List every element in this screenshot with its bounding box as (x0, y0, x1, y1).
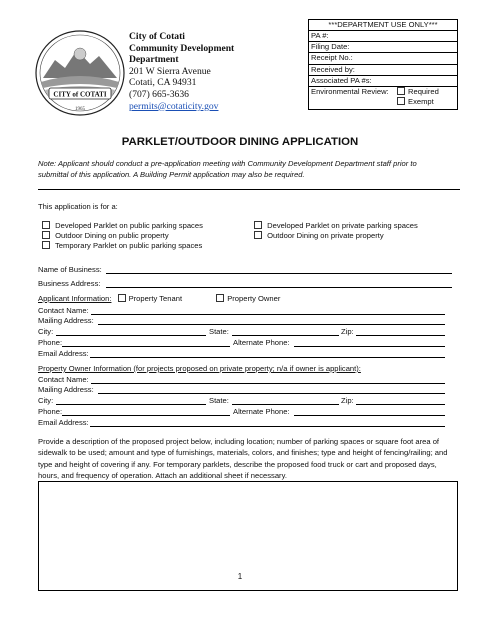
applicant-city-input[interactable] (56, 335, 206, 336)
owner-contact-input[interactable] (91, 383, 445, 384)
org-dept-line2: Department (129, 54, 179, 66)
option-label: Outdoor Dining on private property (267, 231, 384, 240)
street-address: 201 W Sierra Avenue (129, 65, 211, 77)
logo-banner-text: CITY of COTATI (53, 90, 107, 99)
city-seal-logo (35, 30, 125, 116)
logo-year: 1965 (75, 107, 85, 112)
applicant-alt-phone-input[interactable] (294, 346, 445, 347)
form-title: PARKLET/OUTDOOR DINING APPLICATION (121, 136, 359, 148)
owner-email-label: Email Address: (38, 418, 89, 427)
filing-date-field[interactable]: Filing Date: (309, 42, 457, 53)
env-exempt-checkbox[interactable] (397, 97, 405, 105)
env-review-label: Environmental Review: (311, 86, 389, 96)
received-by-field[interactable]: Received by: (309, 65, 457, 76)
checkbox-icon[interactable] (254, 231, 262, 239)
owner-contact-label: Contact Name: (38, 375, 89, 384)
environmental-review-row (309, 87, 457, 109)
org-dept-line1: Community Development (129, 42, 235, 54)
owner-mailing-label: Mailing Address: (38, 385, 94, 394)
pa-number-field[interactable]: PA #: (309, 31, 457, 42)
option-label: Developed Parklet on public parking spaces (55, 221, 203, 230)
owner-phone-input[interactable] (62, 415, 230, 416)
org-name: City of Cotati (129, 31, 185, 42)
owner-city-label: City: (38, 396, 54, 405)
owner-state-input[interactable] (232, 404, 339, 405)
checkbox-icon[interactable] (42, 241, 50, 249)
applicant-contact-input[interactable] (91, 314, 445, 315)
property-owner-label: Property Owner (227, 294, 281, 303)
checkbox-icon[interactable] (42, 221, 50, 229)
associated-pa-field[interactable]: Associated PA #s: (309, 76, 457, 87)
applicant-state-input[interactable] (232, 335, 339, 336)
applicant-info-heading: Applicant Information: (38, 294, 112, 303)
city-state-zip: Cotati, CA 94931 (129, 77, 197, 89)
owner-phone-label: Phone: (38, 407, 63, 416)
dept-box-header: ***DEPARTMENT USE ONLY*** (309, 20, 457, 31)
application-type-label: This application is for a: (38, 202, 118, 211)
applicant-phone-input[interactable] (62, 346, 230, 347)
option-label: Developed Parklet on private parking spaces (267, 221, 418, 230)
owner-alt-phone-input[interactable] (294, 415, 445, 416)
page-number: 1 (237, 572, 243, 581)
receipt-number-field[interactable]: Receipt No.: (309, 53, 457, 64)
header-address-block (129, 31, 234, 112)
option-label: Temporary Parklet on public parking spaces (54, 241, 203, 250)
applicant-phone-label: Phone: (38, 338, 63, 347)
option-label: Outdoor Dining on public property (55, 231, 169, 240)
applicant-mailing-input[interactable] (98, 324, 445, 325)
email-link[interactable]: permits@cotaticity.gov (129, 100, 219, 112)
env-required-label: Required (408, 86, 439, 96)
property-tenant-checkbox[interactable] (118, 294, 126, 302)
applicant-zip-label: Zip: (341, 327, 354, 336)
business-name-label: Name of Business: (38, 265, 102, 274)
department-use-box (308, 19, 458, 110)
env-exempt-label: Exempt (408, 97, 434, 107)
business-address-input[interactable] (106, 287, 452, 288)
applicant-email-label: Email Address: (38, 349, 89, 358)
option-temporary-parklet-public[interactable] (42, 241, 202, 250)
applicant-email-input[interactable] (90, 357, 445, 358)
business-name-input[interactable] (106, 273, 452, 274)
option-outdoor-dining-public[interactable] (42, 231, 169, 240)
owner-mailing-input[interactable] (98, 393, 445, 394)
owner-zip-input[interactable] (356, 404, 445, 405)
business-address-label: Business Address: (38, 279, 101, 288)
applicant-info-row (38, 294, 280, 303)
owner-email-input[interactable] (90, 426, 445, 427)
option-developed-parklet-private[interactable] (254, 221, 418, 230)
option-outdoor-dining-private[interactable] (254, 231, 384, 240)
owner-state-label: State: (209, 396, 229, 405)
applicant-mailing-label: Mailing Address: (38, 316, 94, 325)
pre-application-note: Note: Applicant should conduct a pre-application meeting with Community Development Department staff prior to submittal of this application. A Building Permit application may also be required. (38, 159, 417, 180)
applicant-zip-input[interactable] (356, 335, 445, 336)
checkbox-icon[interactable] (42, 231, 50, 239)
property-tenant-label: Property Tenant (128, 294, 183, 303)
applicant-state-label: State: (209, 327, 229, 336)
owner-alt-phone-label: Alternate Phone: (233, 407, 290, 416)
env-required-checkbox[interactable] (397, 87, 405, 95)
applicant-alt-phone-label: Alternate Phone: (233, 338, 290, 347)
owner-info-heading: Property Owner Information (for projects proposed on private property; n/a if owner is applicant): (38, 364, 361, 373)
description-instructions: Provide a description of the proposed project below, including location; number of parking spaces or square foot area of sidewalk to be used; amount and type of furnishings, materials, colors, and finishes; type and height of fencing/railing; and type and height of covering if any. For temporary parklets, describe the proposed food truck or cart and proposed days, hours, and frequency of operation. Attach an additional sheet if necessary. (38, 437, 448, 481)
applicant-contact-label: Contact Name: (38, 306, 89, 315)
checkbox-icon[interactable] (254, 221, 262, 229)
owner-city-input[interactable] (56, 404, 206, 405)
owner-zip-label: Zip: (341, 396, 354, 405)
option-developed-parklet-public[interactable] (42, 221, 203, 230)
property-owner-checkbox[interactable] (216, 294, 224, 302)
section-divider (38, 189, 460, 190)
applicant-city-label: City: (38, 327, 54, 336)
phone-number: (707) 665-3636 (129, 88, 189, 100)
